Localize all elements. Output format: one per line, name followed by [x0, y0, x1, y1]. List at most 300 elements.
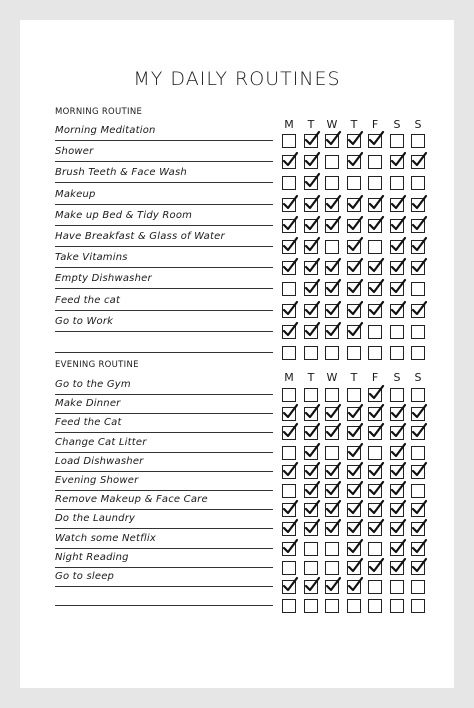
morning-checkbox[interactable] — [411, 219, 425, 233]
evening-checkbox[interactable] — [282, 465, 296, 479]
morning-checkbox[interactable] — [282, 240, 296, 254]
checkmark-icon — [368, 500, 385, 517]
morning-checkbox[interactable] — [390, 325, 404, 339]
checkmark-icon — [390, 195, 407, 212]
evening-checkbox[interactable] — [390, 503, 404, 517]
evening-checkbox[interactable] — [390, 426, 404, 440]
checkmark-icon — [347, 577, 364, 594]
evening-checkbox[interactable] — [325, 542, 339, 556]
morning-checkbox[interactable] — [304, 261, 318, 275]
checkmark-icon — [282, 577, 299, 594]
morning-task-line — [55, 267, 273, 268]
morning-checkbox[interactable] — [282, 304, 296, 318]
checkmark-icon — [304, 577, 321, 594]
morning-task-line — [55, 310, 273, 311]
checkmark-icon — [411, 195, 428, 212]
evening-checkbox[interactable] — [347, 580, 361, 594]
morning-checkbox[interactable] — [368, 282, 382, 296]
page-title: MY DAILY ROUTINES — [133, 68, 341, 90]
evening-task-label: Do the Laundry — [55, 513, 136, 525]
evening-checkbox[interactable] — [368, 599, 382, 613]
morning-checkbox[interactable] — [368, 261, 382, 275]
morning-checkbox[interactable] — [304, 176, 318, 190]
evening-checkbox[interactable] — [347, 599, 361, 613]
morning-task-line — [55, 352, 273, 353]
morning-checkbox[interactable] — [411, 282, 425, 296]
morning-checkbox[interactable] — [304, 155, 318, 169]
evening-task-label: Change Cat Litter — [55, 436, 147, 448]
evening-checkbox[interactable] — [282, 542, 296, 556]
morning-checkbox[interactable] — [304, 282, 318, 296]
morning-checkbox[interactable] — [304, 134, 318, 148]
checkmark-icon — [282, 258, 299, 275]
checkmark-icon — [390, 539, 407, 556]
morning-checkbox[interactable] — [347, 282, 361, 296]
checkmark-icon — [347, 152, 364, 169]
checkmark-icon — [347, 322, 364, 339]
evening-checkbox[interactable] — [325, 503, 339, 517]
morning-checkbox[interactable] — [368, 240, 382, 254]
checkmark-icon — [347, 195, 364, 212]
evening-day-header: T — [350, 371, 358, 384]
evening-task-label: Night Reading — [55, 551, 129, 563]
evening-checkbox[interactable] — [304, 484, 318, 498]
evening-task-label: Evening Shower — [55, 475, 139, 486]
checkmark-icon — [282, 539, 299, 556]
checkmark-icon — [390, 216, 407, 233]
evening-checkbox[interactable] — [325, 465, 339, 479]
evening-checkbox[interactable] — [304, 561, 318, 575]
checkmark-icon — [411, 258, 428, 275]
routine-sheet — [20, 20, 454, 688]
evening-checkbox[interactable] — [411, 542, 425, 556]
checkmark-icon — [411, 519, 428, 536]
evening-checkbox[interactable] — [347, 388, 361, 402]
morning-checkbox[interactable] — [325, 198, 339, 212]
checkmark-icon — [347, 443, 364, 460]
morning-checkbox[interactable] — [325, 261, 339, 275]
morning-checkbox[interactable] — [325, 282, 339, 296]
checkmark-icon — [304, 131, 321, 148]
evening-checkbox[interactable] — [282, 503, 296, 517]
morning-checkbox[interactable] — [390, 346, 404, 360]
morning-checkbox[interactable] — [282, 219, 296, 233]
evening-checkbox[interactable] — [390, 599, 404, 613]
checkmark-icon — [304, 322, 321, 339]
checkmark-icon — [325, 500, 342, 517]
evening-checkbox[interactable] — [368, 426, 382, 440]
evening-checkbox[interactable] — [390, 446, 404, 460]
morning-checkbox[interactable] — [347, 176, 361, 190]
evening-checkbox[interactable] — [304, 446, 318, 460]
evening-checkbox[interactable] — [368, 503, 382, 517]
checkmark-icon — [347, 423, 364, 440]
checkmark-icon — [347, 519, 364, 536]
morning-checkbox[interactable] — [390, 198, 404, 212]
checkmark-icon — [347, 404, 364, 421]
evening-checkbox[interactable] — [390, 484, 404, 498]
evening-checkbox[interactable] — [411, 465, 425, 479]
checkmark-icon — [304, 195, 321, 212]
evening-checkbox[interactable] — [390, 542, 404, 556]
evening-checkbox[interactable] — [304, 388, 318, 402]
checkmark-icon — [347, 500, 364, 517]
morning-checkbox[interactable] — [411, 155, 425, 169]
checkmark-icon — [390, 258, 407, 275]
morning-checkbox[interactable] — [282, 261, 296, 275]
morning-checkbox[interactable] — [368, 346, 382, 360]
checkmark-icon — [368, 385, 385, 402]
evening-task-label: Watch some Netflix — [55, 532, 156, 544]
checkmark-icon — [325, 519, 342, 536]
morning-checkbox[interactable] — [325, 134, 339, 148]
morning-checkbox[interactable] — [411, 134, 425, 148]
morning-checkbox[interactable] — [411, 325, 425, 339]
checkmark-icon — [390, 301, 407, 318]
evening-checkbox[interactable] — [411, 484, 425, 498]
checkmark-icon — [282, 195, 299, 212]
morning-task-line — [55, 246, 273, 247]
morning-checkbox[interactable] — [304, 198, 318, 212]
evening-checkbox[interactable] — [304, 503, 318, 517]
checkmark-icon — [347, 558, 364, 575]
morning-task-line — [55, 331, 273, 332]
evening-checkbox[interactable] — [411, 599, 425, 613]
morning-checkbox[interactable] — [368, 304, 382, 318]
checkmark-icon — [304, 152, 321, 169]
checkmark-icon — [368, 279, 385, 296]
checkmark-icon — [304, 500, 321, 517]
evening-task-label: Make Dinner — [55, 398, 121, 410]
morning-checkbox[interactable] — [325, 240, 339, 254]
evening-checkbox[interactable] — [390, 465, 404, 479]
checkmark-icon — [304, 258, 321, 275]
evening-checkbox[interactable] — [347, 426, 361, 440]
evening-checkbox[interactable] — [304, 407, 318, 421]
checkmark-icon — [304, 301, 321, 318]
checkmark-icon — [325, 258, 342, 275]
evening-checkbox[interactable] — [347, 465, 361, 479]
evening-checkbox[interactable] — [325, 446, 339, 460]
morning-checkbox[interactable] — [347, 325, 361, 339]
checkmark-icon — [347, 539, 364, 556]
checkmark-icon — [411, 216, 428, 233]
evening-checkbox[interactable] — [368, 542, 382, 556]
evening-checkbox[interactable] — [347, 561, 361, 575]
morning-checkbox[interactable] — [325, 176, 339, 190]
checkmark-icon — [325, 322, 342, 339]
checkmark-icon — [282, 216, 299, 233]
evening-checkbox[interactable] — [368, 484, 382, 498]
evening-checkbox[interactable] — [282, 484, 296, 498]
checkmark-icon — [390, 404, 407, 421]
evening-task-label: Load Dishwasher — [55, 455, 144, 467]
morning-checkbox[interactable] — [411, 176, 425, 190]
morning-checkbox[interactable] — [368, 134, 382, 148]
checkmark-icon — [368, 558, 385, 575]
morning-checkbox[interactable] — [390, 240, 404, 254]
morning-day-header: T — [307, 118, 315, 131]
evening-section-label: EVENING ROUTINE — [55, 360, 139, 370]
morning-checkbox[interactable] — [325, 325, 339, 339]
evening-checkbox[interactable] — [390, 580, 404, 594]
evening-checkbox[interactable] — [411, 388, 425, 402]
checkmark-icon — [347, 301, 364, 318]
checkmark-icon — [304, 462, 321, 479]
morning-checkbox[interactable] — [411, 240, 425, 254]
morning-checkbox[interactable] — [347, 155, 361, 169]
checkmark-icon — [304, 519, 321, 536]
evening-checkbox[interactable] — [411, 407, 425, 421]
evening-day-header: F — [371, 371, 379, 384]
morning-checkbox[interactable] — [347, 304, 361, 318]
checkmark-icon — [304, 237, 321, 254]
evening-checkbox[interactable] — [390, 407, 404, 421]
checkmark-icon — [347, 462, 364, 479]
evening-checkbox[interactable] — [411, 522, 425, 536]
morning-checkbox[interactable] — [347, 261, 361, 275]
evening-task-line — [55, 548, 273, 549]
morning-day-header: F — [371, 118, 379, 131]
evening-task-line — [55, 452, 273, 453]
evening-checkbox[interactable] — [282, 407, 296, 421]
checkmark-icon — [390, 500, 407, 517]
evening-task-line — [55, 413, 273, 414]
evening-checkbox[interactable] — [347, 542, 361, 556]
checkmark-icon — [411, 301, 428, 318]
checkmark-icon — [390, 237, 407, 254]
checkmark-icon — [411, 423, 428, 440]
checkmark-icon — [368, 301, 385, 318]
checkmark-icon — [368, 423, 385, 440]
evening-day-header: T — [307, 371, 315, 384]
checkmark-icon — [368, 462, 385, 479]
evening-checkbox[interactable] — [325, 388, 339, 402]
evening-checkbox[interactable] — [282, 522, 296, 536]
checkmark-icon — [325, 404, 342, 421]
morning-task-label: Have Breakfast & Glass of Water — [55, 231, 225, 242]
morning-checkbox[interactable] — [282, 134, 296, 148]
morning-checkbox[interactable] — [282, 325, 296, 339]
evening-checkbox[interactable] — [304, 522, 318, 536]
checkmark-icon — [325, 423, 342, 440]
morning-checkbox[interactable] — [304, 325, 318, 339]
morning-checkbox[interactable] — [368, 198, 382, 212]
morning-checkbox[interactable] — [390, 155, 404, 169]
morning-task-line — [55, 225, 273, 226]
checkmark-icon — [390, 152, 407, 169]
evening-checkbox[interactable] — [368, 407, 382, 421]
morning-checkbox[interactable] — [325, 304, 339, 318]
morning-task-label: Shower — [55, 146, 94, 158]
checkmark-icon — [325, 195, 342, 212]
evening-task-label: Remove Makeup & Face Care — [55, 494, 208, 506]
evening-day-header: M — [284, 371, 294, 384]
checkmark-icon — [390, 279, 407, 296]
morning-checkbox[interactable] — [325, 155, 339, 169]
checkmark-icon — [411, 152, 428, 169]
checkmark-icon — [411, 500, 428, 517]
evening-checkbox[interactable] — [368, 465, 382, 479]
evening-checkbox[interactable] — [368, 388, 382, 402]
morning-checkbox[interactable] — [304, 219, 318, 233]
morning-checkbox[interactable] — [411, 261, 425, 275]
morning-day-header: T — [350, 118, 358, 131]
evening-checkbox[interactable] — [390, 561, 404, 575]
morning-checkbox[interactable] — [304, 346, 318, 360]
morning-checkbox[interactable] — [390, 282, 404, 296]
evening-checkbox[interactable] — [325, 522, 339, 536]
checkmark-icon — [325, 279, 342, 296]
evening-checkbox[interactable] — [411, 503, 425, 517]
evening-checkbox[interactable] — [282, 426, 296, 440]
morning-checkbox[interactable] — [411, 304, 425, 318]
checkmark-icon — [390, 443, 407, 460]
morning-checkbox[interactable] — [304, 304, 318, 318]
checkmark-icon — [390, 558, 407, 575]
morning-checkbox[interactable] — [390, 261, 404, 275]
morning-checkbox[interactable] — [347, 346, 361, 360]
morning-task-line — [55, 204, 273, 205]
evening-checkbox[interactable] — [304, 580, 318, 594]
checkmark-icon — [390, 519, 407, 536]
checkmark-icon — [304, 443, 321, 460]
checkmark-icon — [282, 423, 299, 440]
evening-checkbox[interactable] — [368, 446, 382, 460]
morning-checkbox[interactable] — [390, 134, 404, 148]
morning-checkbox[interactable] — [368, 155, 382, 169]
evening-checkbox[interactable] — [390, 522, 404, 536]
morning-checkbox[interactable] — [368, 219, 382, 233]
morning-checkbox[interactable] — [368, 325, 382, 339]
morning-task-label: Brush Teeth & Face Wash — [55, 167, 187, 179]
morning-checkbox[interactable] — [411, 346, 425, 360]
morning-task-label: Morning Meditation — [55, 125, 156, 136]
evening-checkbox[interactable] — [325, 484, 339, 498]
evening-checkbox[interactable] — [411, 426, 425, 440]
evening-checkbox[interactable] — [368, 522, 382, 536]
morning-checkbox[interactable] — [390, 176, 404, 190]
evening-checkbox[interactable] — [304, 426, 318, 440]
morning-task-label: Take Vitamins — [55, 252, 128, 264]
checkmark-icon — [368, 481, 385, 498]
morning-task-line — [55, 140, 273, 141]
checkmark-icon — [368, 131, 385, 148]
checkmark-icon — [325, 216, 342, 233]
morning-checkbox[interactable] — [368, 176, 382, 190]
evening-checkbox[interactable] — [411, 580, 425, 594]
evening-checkbox[interactable] — [325, 580, 339, 594]
evening-checkbox[interactable] — [411, 561, 425, 575]
checkmark-icon — [282, 237, 299, 254]
morning-checkbox[interactable] — [282, 155, 296, 169]
morning-checkbox[interactable] — [347, 219, 361, 233]
morning-task-line — [55, 288, 273, 289]
evening-task-label: Go to sleep — [55, 571, 115, 582]
checkmark-icon — [282, 322, 299, 339]
morning-checkbox[interactable] — [325, 346, 339, 360]
morning-checkbox[interactable] — [390, 219, 404, 233]
evening-task-line — [55, 471, 273, 472]
evening-checkbox[interactable] — [282, 599, 296, 613]
checkmark-icon — [304, 173, 321, 190]
evening-checkbox[interactable] — [347, 407, 361, 421]
morning-checkbox[interactable] — [347, 134, 361, 148]
morning-checkbox[interactable] — [325, 219, 339, 233]
morning-checkbox[interactable] — [282, 282, 296, 296]
checkmark-icon — [325, 301, 342, 318]
evening-checkbox[interactable] — [304, 465, 318, 479]
checkmark-icon — [304, 216, 321, 233]
morning-day-header: W — [326, 118, 338, 131]
evening-checkbox[interactable] — [325, 407, 339, 421]
evening-checkbox[interactable] — [347, 446, 361, 460]
morning-task-line — [55, 182, 273, 183]
checkmark-icon — [282, 519, 299, 536]
evening-checkbox[interactable] — [347, 522, 361, 536]
evening-checkbox[interactable] — [282, 561, 296, 575]
morning-checkbox[interactable] — [282, 198, 296, 212]
checkmark-icon — [304, 423, 321, 440]
evening-task-line — [55, 586, 273, 587]
checkmark-icon — [347, 481, 364, 498]
morning-section-label: MORNING ROUTINE — [55, 107, 143, 117]
evening-checkbox[interactable] — [347, 484, 361, 498]
morning-task-line — [55, 161, 273, 162]
checkmark-icon — [390, 423, 407, 440]
checkmark-icon — [325, 131, 342, 148]
morning-checkbox[interactable] — [347, 198, 361, 212]
evening-checkbox[interactable] — [325, 599, 339, 613]
evening-day-header: S — [414, 371, 422, 384]
checkmark-icon — [411, 558, 428, 575]
morning-task-label: Go to Work — [55, 315, 114, 327]
checkmark-icon — [411, 404, 428, 421]
evening-checkbox[interactable] — [368, 580, 382, 594]
evening-checkbox[interactable] — [411, 446, 425, 460]
checkmark-icon — [325, 462, 342, 479]
evening-checkbox[interactable] — [282, 446, 296, 460]
checkmark-icon — [304, 279, 321, 296]
evening-checkbox[interactable] — [325, 426, 339, 440]
checkmark-icon — [411, 237, 428, 254]
evening-checkbox[interactable] — [282, 580, 296, 594]
morning-checkbox[interactable] — [282, 346, 296, 360]
checkmark-icon — [368, 258, 385, 275]
evening-task-line — [55, 528, 273, 529]
morning-checkbox[interactable] — [304, 240, 318, 254]
morning-task-label: Empty Dishwasher — [55, 273, 152, 285]
evening-checkbox[interactable] — [304, 599, 318, 613]
evening-task-line — [55, 432, 273, 433]
evening-checkbox[interactable] — [347, 503, 361, 517]
checkmark-icon — [390, 462, 407, 479]
evening-day-header: S — [393, 371, 401, 384]
morning-day-header: M — [284, 118, 294, 131]
evening-checkbox[interactable] — [325, 561, 339, 575]
evening-task-line — [55, 394, 273, 395]
checkmark-icon — [368, 216, 385, 233]
evening-checkbox[interactable] — [368, 561, 382, 575]
morning-checkbox[interactable] — [347, 240, 361, 254]
evening-checkbox[interactable] — [304, 542, 318, 556]
morning-checkbox[interactable] — [411, 198, 425, 212]
evening-checkbox[interactable] — [390, 388, 404, 402]
morning-checkbox[interactable] — [282, 176, 296, 190]
morning-checkbox[interactable] — [390, 304, 404, 318]
evening-checkbox[interactable] — [282, 388, 296, 402]
checkmark-icon — [325, 577, 342, 594]
